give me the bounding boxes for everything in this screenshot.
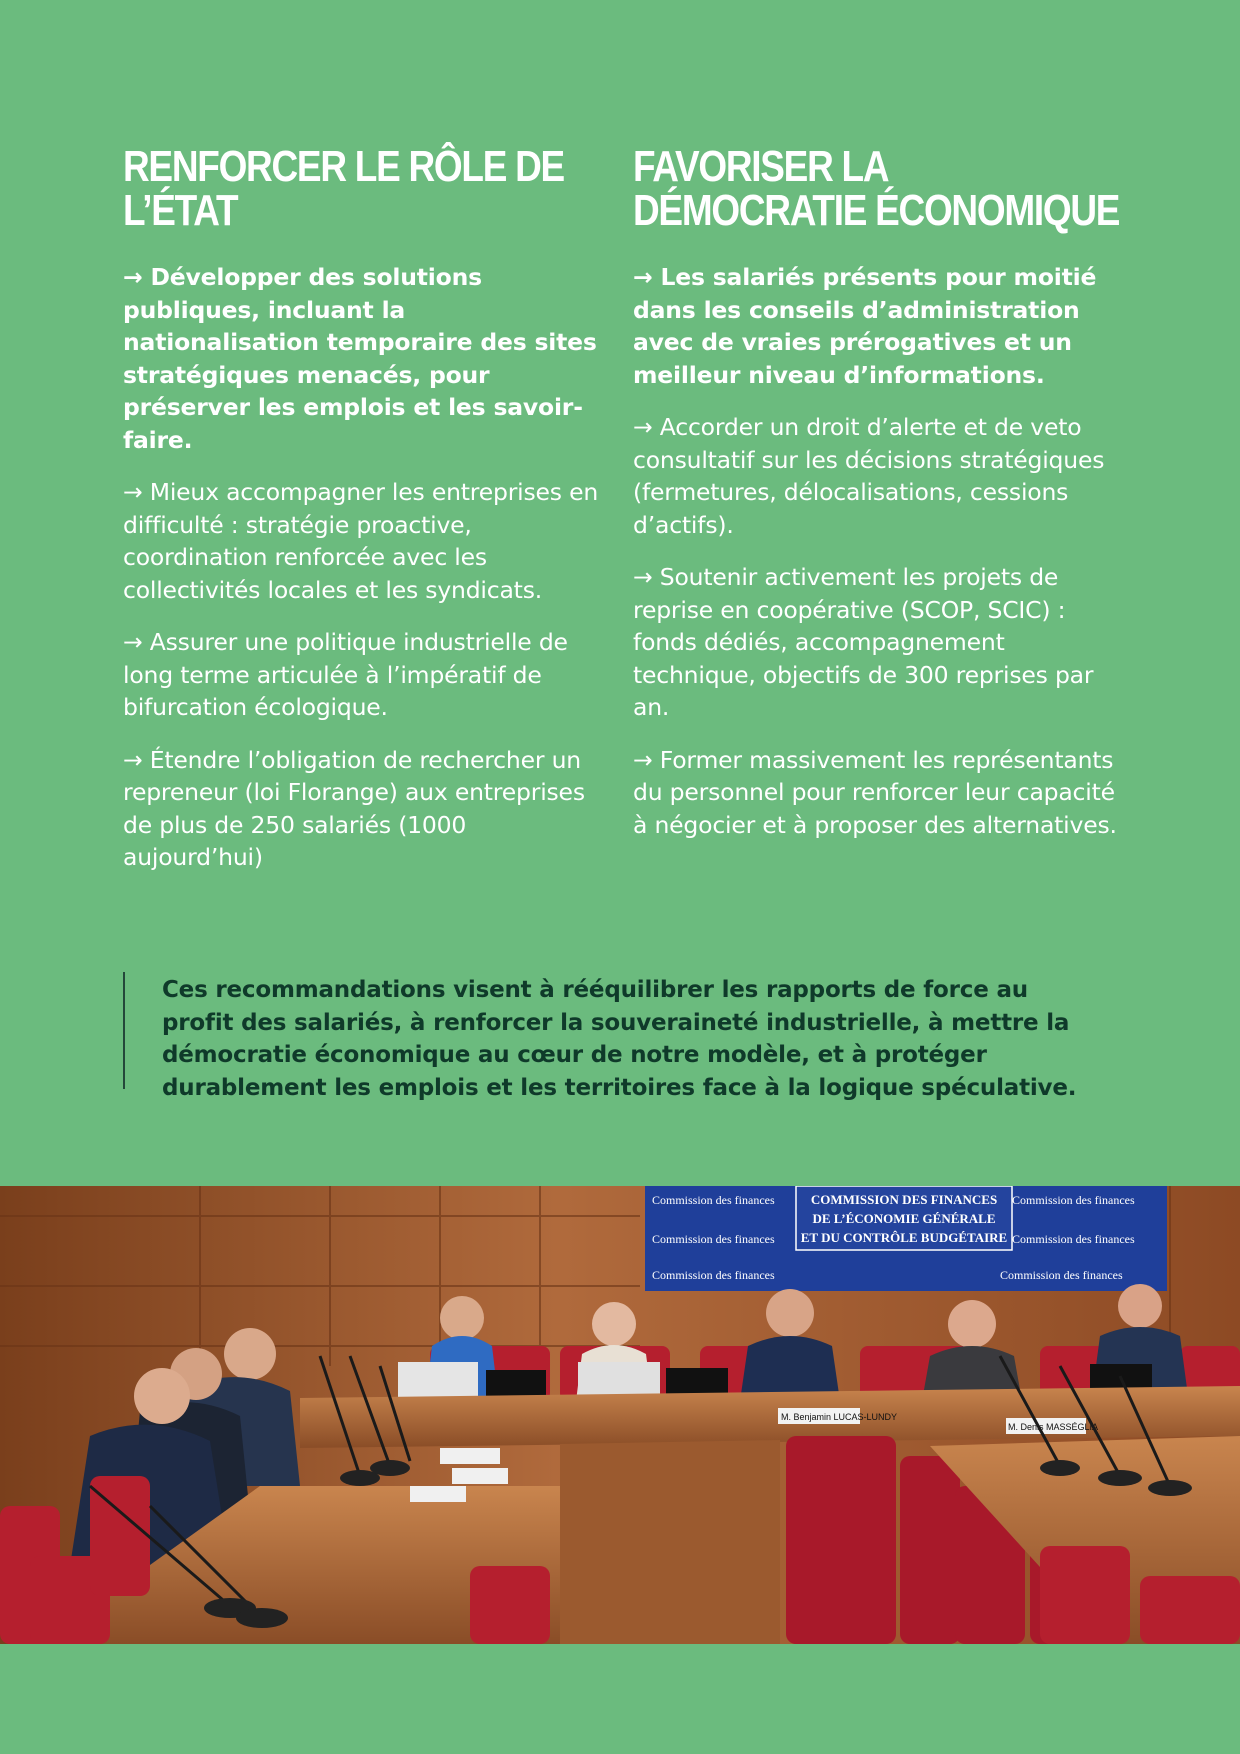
left-item-3: → Assurer une politique industrielle de long terme articulée à l’impératif de bifurcation écologique. — [123, 628, 568, 721]
wall-text-1: Commission des finances — [652, 1193, 775, 1207]
wall-text-4: Commission des finances — [1012, 1193, 1135, 1207]
left-column-title: RENFORCER LE RÔLE DE L’ÉTAT — [123, 142, 564, 235]
conclusion-quote — [123, 972, 1083, 1101]
wall-text-5: Commission des finances — [1012, 1232, 1135, 1246]
wall-text-3: Commission des finances — [652, 1268, 775, 1282]
banner-line-2: DE L’ÉCONOMIE GÉNÉRALE — [812, 1211, 996, 1226]
right-item-3: → Soutenir activement les projets de reprise en coopérative (SCOP, SCIC) : fonds dédiés, accompagnement technique, objectifs de 300 reprises par an. — [633, 563, 1094, 721]
conclusion-quote-text: Ces recommandations visent à rééquilibrer les rapports de force au profit des salariés, à renforcer la souveraineté industrielle, à mettre la démocratie économique au cœur de notre modèle, et à protéger durablement les emplois et les territoires face à la logique spéculative. — [162, 977, 1077, 1101]
wall-text-2: Commission des finances — [652, 1232, 775, 1246]
left-item-4: → Étendre l’obligation de rechercher un repreneur (loi Florange) aux entreprises de plus de 250 salariés (1000 aujourd’hui) — [123, 745, 585, 871]
right-item-2: → Accorder un droit d’alerte et de veto consultatif sur les décisions stratégiques (fermetures, délocalisations, cessions d’actifs). — [633, 413, 1105, 539]
wall-text-6: Commission des finances — [1000, 1268, 1123, 1282]
commission-meeting-photo — [0, 1186, 1240, 1644]
right-column — [633, 142, 1123, 894]
left-item-2: → Mieux accompagner les entreprises en difficulté : stratégie proactive, coordination renforcée avec les collectivités locales et les syndicats. — [123, 478, 599, 604]
two-column-section — [123, 142, 1123, 894]
left-column — [123, 142, 601, 894]
right-item-4: → Former massivement les représentants du personnel pour renforcer leur capacité à négocier et à proposer des alternatives. — [633, 745, 1117, 839]
banner-line-3: ET DU CONTRÔLE BUDGÉTAIRE — [800, 1230, 1008, 1245]
right-item-1: → Les salariés présents pour moitié dans les conseils d’administration avec de vraies prérogatives et un meilleur niveau d’informations. — [633, 263, 1097, 389]
right-column-title: FAVORISER LA DÉMOCRATIE ÉCONOMIQUE — [633, 142, 1120, 235]
left-item-1: → Développer des solutions publiques, incluant la nationalisation temporaire des sites stratégiques menacés, pour préserver les emplois et les savoir-faire. — [123, 263, 597, 454]
nameplate-1: M. Benjamin LUCAS-LUNDY — [781, 1412, 898, 1422]
banner-line-1: COMMISSION DES FINANCES — [810, 1192, 998, 1207]
nameplate-2: M. Denis MASSÉGLIA — [1008, 1422, 1099, 1432]
